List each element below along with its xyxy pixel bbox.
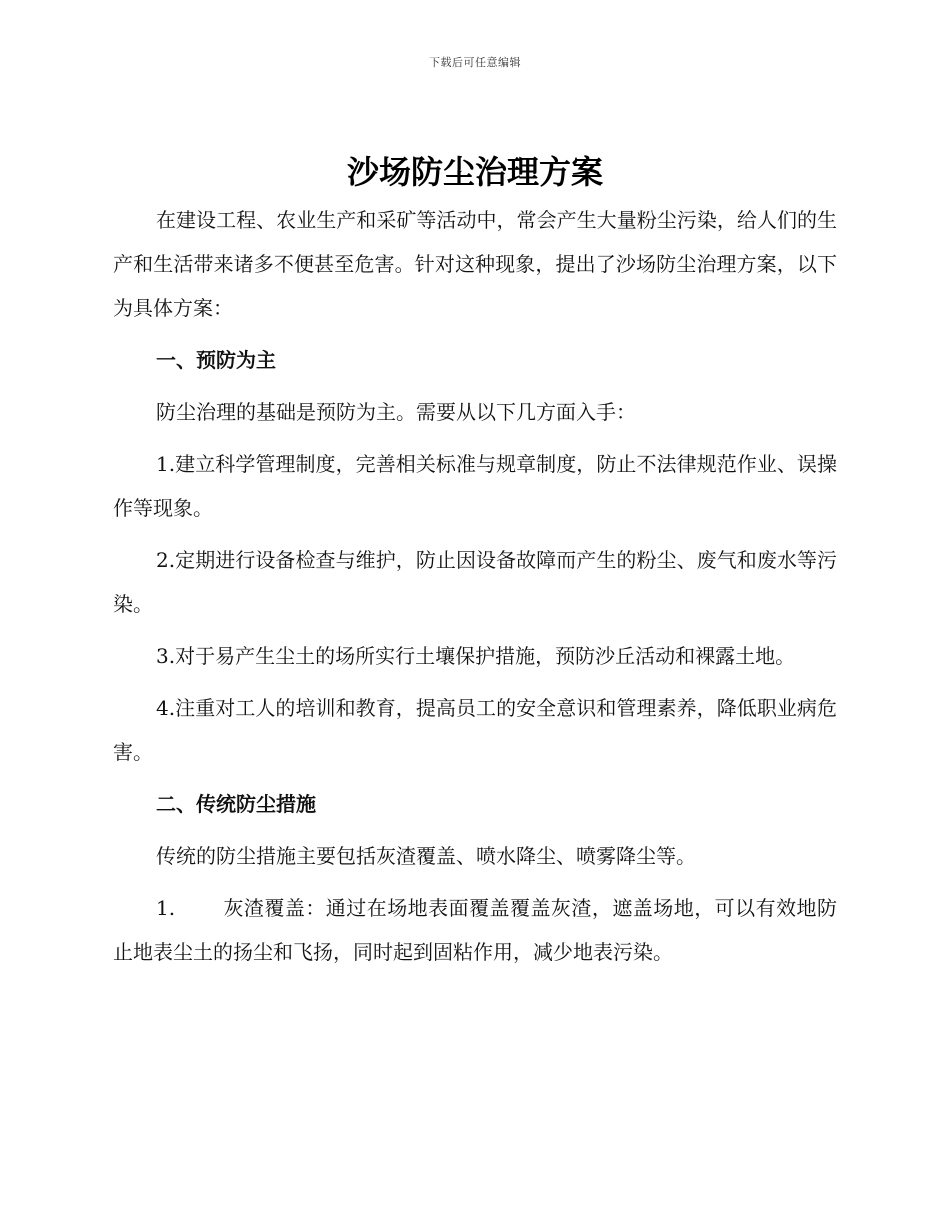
section-heading-prevention: 一、预防为主	[156, 348, 276, 372]
document-title: 沙场防尘治理方案	[346, 153, 603, 191]
list-item-soil-protection: 3.对于易产生尘土的场所实行土壤保护措施，预防沙丘活动和裸露土地。	[156, 644, 796, 668]
section-lead-prevention: 防尘治理的基础是预防为主。需要从以下几方面入手：	[156, 400, 636, 424]
list-item-number: 1.	[156, 896, 176, 920]
list-item-management: 1.建立科学管理制度，完善相关标准与规章制度，防止不法律规范作业、误操作等现象。	[113, 452, 837, 520]
list-item-equipment: 2.定期进行设备检查与维护，防止因设备故障而产生的粉尘、废气和废水等污染。	[113, 548, 837, 616]
page-header: 下载后可任意编辑	[429, 56, 521, 69]
list-item-ash-cover	[113, 886, 837, 974]
intro-paragraph: 在建设工程、农业生产和采矿等活动中，常会产生大量粉尘污染，给人们的生产和生活带来诸多不便甚至危害。针对这种现象，提出了沙场防尘治理方案，以下为具体方案：	[113, 208, 837, 320]
document-body	[113, 198, 837, 982]
list-item-training: 4.注重对工人的培训和教育，提高员工的安全意识和管理素养，降低职业病危害。	[113, 696, 837, 764]
list-item-text: 灰渣覆盖：通过在场地表面覆盖覆盖灰渣，遮盖场地，可以有效地防止地表尘土的扬尘和飞扬，同时起到固粘作用，减少地表污染。	[113, 896, 837, 964]
section-lead-traditional: 传统的防尘措施主要包括灰渣覆盖、喷水降尘、喷雾降尘等。	[156, 844, 696, 868]
section-heading-traditional: 二、传统防尘措施	[156, 792, 316, 816]
